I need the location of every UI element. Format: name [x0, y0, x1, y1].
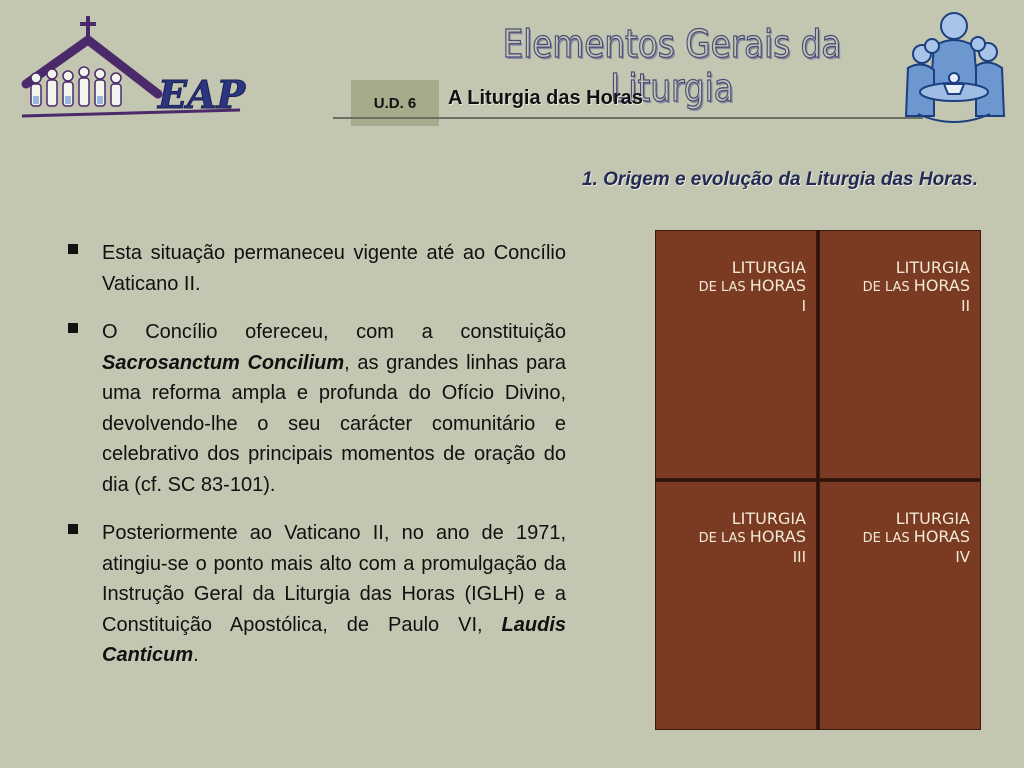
book-cover-vol4 [819, 481, 981, 730]
bullet-item [66, 518, 566, 671]
header-divider [333, 117, 923, 119]
section-title: 1. Origem e evolução da Liturgia das Horas. [582, 169, 978, 190]
unit-number-badge: U.D. 6 [351, 80, 439, 126]
apostles-illustration [898, 6, 1010, 130]
book-cover-vol1 [655, 230, 817, 479]
bullet-text: Esta situação permaneceu vigente até ao Concílio Vaticano II. [102, 242, 566, 295]
eap-logo [18, 12, 248, 130]
book-title: LITURGIA DE LAS HORAS IV [862, 509, 970, 566]
book-title: LITURGIA DE LAS HORAS III [698, 509, 806, 566]
bullet-list [66, 238, 566, 689]
square-bullet-icon [68, 323, 78, 333]
liturgia-books-image [655, 230, 981, 730]
square-bullet-icon [68, 244, 78, 254]
main-title: Elementos Gerais da Liturgia [502, 22, 842, 110]
square-bullet-icon [68, 524, 78, 534]
book-title: LITURGIA DE LAS HORAS I [698, 258, 806, 315]
bullet-item [66, 317, 566, 500]
book-cover-vol3 [655, 481, 817, 730]
book-cover-vol2 [819, 230, 981, 479]
bullet-item [66, 238, 566, 299]
document-title-sacrosanctum: Sacrosanctum Concilium [102, 351, 345, 374]
unit-title: A Liturgia das Horas [448, 87, 643, 109]
bullet-text: Posteriormente ao Vaticano II, no ano de 1971, atingiu-se o ponto mais alto com a promulgação da Instrução Geral da Liturgia das Horas (IGLH) e a Constituição Apostólica, de Paulo VI, Laudis Canticum. [102, 522, 566, 666]
document-title-laudis: Laudis Canticum [102, 613, 566, 666]
svg-text:EAP: EAP [158, 72, 246, 117]
book-title: LITURGIA DE LAS HORAS II [862, 258, 970, 315]
bullet-text: O Concílio ofereceu, com a constituição Sacrosanctum Concilium, as grandes linhas para uma reforma ampla e profunda do Ofício Divino, devolvendo-lhe o seu carácter comunitário e celebrativo dos principais momentos de oração do dia (cf. SC 83-101). [102, 321, 566, 496]
